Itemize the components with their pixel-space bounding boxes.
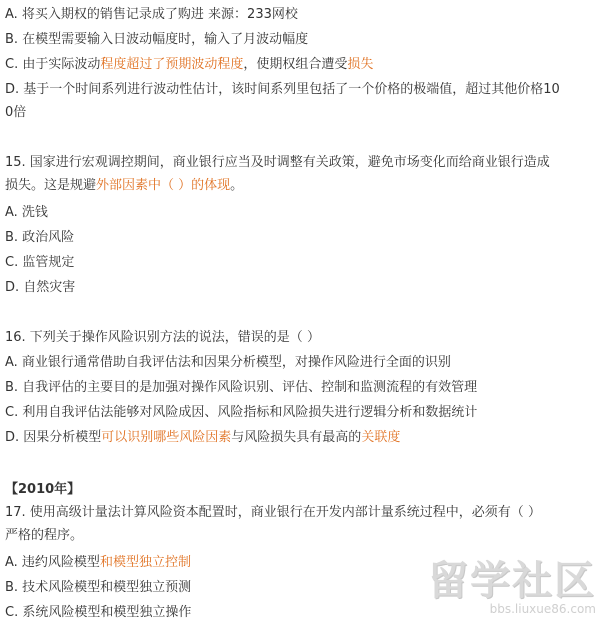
highlight-text: 和模型独立控制 xyxy=(99,555,191,570)
option-line xyxy=(5,204,48,222)
text: 严格的程序。 xyxy=(5,528,84,543)
option-line xyxy=(5,104,26,122)
option-line xyxy=(5,379,477,397)
highlight-text: 可以识别哪些风险因素 xyxy=(101,430,232,445)
text: C. 利用自我评估法能够对风险成因、风险指标和风险损失进行逻辑分析和数据统计 xyxy=(5,405,478,420)
highlight-text: 损失 xyxy=(347,57,374,72)
text: B. 技术风险模型和模型独立预测 xyxy=(5,580,192,595)
text: ，使期权组合遭受 xyxy=(243,57,348,72)
text: 与风险损失具有最高的 xyxy=(231,430,362,445)
text: 损失。这是规避 xyxy=(5,178,97,193)
text: 15. 国家进行宏观调控期间，商业银行应当及时调整有关政策，避免市场变化而给商业银行造成 xyxy=(5,155,550,170)
question-17-cont xyxy=(5,527,83,545)
option-line xyxy=(5,579,191,597)
question-15 xyxy=(5,154,550,172)
watermark-url: bbs.liuxue86.com xyxy=(489,602,596,616)
text: C. 由于实际波动 xyxy=(5,57,101,72)
text: 。 xyxy=(230,178,244,193)
option-line xyxy=(5,354,451,372)
text: B. 政治风险 xyxy=(5,230,75,245)
option-line xyxy=(5,254,74,272)
text: C. 系统风险模型和模型独立操作 xyxy=(5,605,192,620)
option-line xyxy=(5,404,477,422)
text: B. 在模型需要输入日波动幅度时，输入了月波动幅度 xyxy=(5,32,309,47)
question-17 xyxy=(5,504,541,522)
text: D. 基于一个时间系列进行波动性估计，该时间系列里包括了一个价格的极端值，超过其他价格10 xyxy=(5,82,560,97)
option-line xyxy=(5,56,373,74)
text: A. 违约风险模型 xyxy=(5,555,100,570)
text: C. 监管规定 xyxy=(5,255,75,270)
highlight-text: 关联度 xyxy=(361,430,401,445)
watermark xyxy=(428,560,596,616)
text: 17. 使用高级计量法计算风险资本配置时，商业银行在开发内部计量系统过程中，必须有（ ） xyxy=(5,505,541,520)
text: 【2010年】 xyxy=(5,482,81,497)
question-15-cont xyxy=(5,177,243,195)
option-line xyxy=(5,429,400,447)
text: A. 商业银行通常借助自我评估法和因果分析模型，对操作风险进行全面的识别 xyxy=(5,355,451,370)
option-line xyxy=(5,6,298,24)
text: D. 因果分析模型 xyxy=(5,430,102,445)
text: 0倍 xyxy=(5,105,27,120)
option-line xyxy=(5,229,74,247)
option-line xyxy=(5,604,191,622)
option-line xyxy=(5,31,308,49)
highlight-text: 外部因素中（ ）的体现 xyxy=(96,178,231,193)
watermark-title: 留学社区 xyxy=(428,558,596,604)
text: A. 将买入期权的销售记录成了购进 来源：233网校 xyxy=(5,7,298,22)
option-line xyxy=(5,279,75,297)
text: 16. 下列关于操作风险识别方法的说法，错误的是（ ） xyxy=(5,330,320,345)
option-line xyxy=(5,81,560,99)
question-16 xyxy=(5,329,320,347)
highlight-text: 程度超过了预期波动程度 xyxy=(100,57,244,72)
year-heading xyxy=(5,481,80,499)
text: D. 自然灾害 xyxy=(5,280,76,295)
text: A. 洗钱 xyxy=(5,205,48,220)
text: B. 自我评估的主要目的是加强对操作风险识别、评估、控制和监测流程的有效管理 xyxy=(5,380,478,395)
option-line xyxy=(5,554,191,572)
